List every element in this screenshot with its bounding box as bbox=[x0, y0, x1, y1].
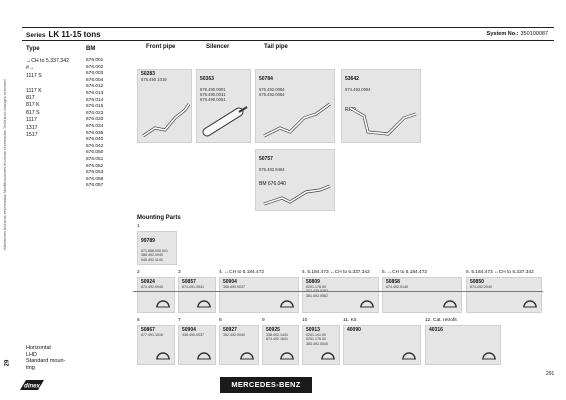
header-bottom-rule bbox=[22, 40, 554, 41]
bm-list bbox=[86, 58, 103, 190]
type-item: 1517 bbox=[26, 132, 38, 139]
mounting-bottom-rule bbox=[133, 291, 543, 292]
part-reference: 0201.178.00 307.430.0382 361.492.0562 bbox=[306, 285, 328, 298]
part-number: 99789 bbox=[141, 238, 155, 244]
slot-label: 10 bbox=[302, 318, 308, 323]
mounting-card[interactable] bbox=[262, 325, 299, 365]
clamp-drawing bbox=[155, 298, 171, 310]
mounting-card[interactable] bbox=[219, 325, 259, 365]
mounting-card[interactable] bbox=[137, 277, 175, 313]
part-number: 50913 bbox=[306, 327, 320, 333]
mounting-card[interactable] bbox=[302, 325, 340, 365]
slot-label: 4. ↔CH to 5.184.472 bbox=[219, 270, 265, 275]
silencer-header: Silencer bbox=[206, 44, 230, 50]
part-number: 50757 bbox=[259, 156, 273, 162]
type-item: 817 S bbox=[26, 109, 40, 116]
vehicle-description bbox=[26, 345, 65, 371]
description-line: LHD bbox=[26, 351, 38, 358]
part-reference: 0201.141.00 0201.176.00 383.492.0540 bbox=[306, 333, 328, 346]
part-card-tail-pipe[interactable] bbox=[255, 69, 335, 143]
part-reference: 674.492.0084 bbox=[345, 87, 371, 92]
part-reference: 677.491.1516 bbox=[141, 333, 163, 337]
bm-item: 676.040 bbox=[86, 137, 104, 143]
part-number: 50925 bbox=[266, 327, 280, 333]
type-item: ↔CH to 5.337.342 bbox=[26, 58, 69, 64]
slot-label: 11. Kit bbox=[343, 318, 357, 323]
bm-item: 676.013 bbox=[86, 90, 104, 96]
front-pipe-drawing bbox=[141, 100, 191, 140]
mounting-card[interactable] bbox=[178, 277, 216, 313]
part-number: 50857 bbox=[182, 279, 196, 285]
part-number: 50858 bbox=[386, 279, 400, 285]
type-item: 1117 bbox=[26, 117, 37, 124]
bm-item: 676.002 bbox=[86, 64, 104, 70]
clamp-drawing bbox=[320, 350, 336, 362]
bm-item: 676.034 bbox=[86, 123, 104, 129]
part-reference: 352.492.0040 bbox=[223, 333, 245, 337]
part-note: BM 676.040 bbox=[259, 181, 286, 187]
front-pipe-header: Front pipe bbox=[146, 44, 176, 50]
side-page-number: 29 bbox=[4, 359, 11, 367]
mounting-card[interactable] bbox=[343, 325, 421, 365]
bm-item: 676.056 bbox=[86, 176, 104, 182]
bm-item: 676.050 bbox=[86, 150, 104, 156]
slot-label: 1 bbox=[137, 224, 140, 229]
clamp-drawing bbox=[155, 350, 171, 362]
system-number bbox=[487, 31, 548, 37]
brand-label: MERCEDES-BENZ bbox=[220, 377, 312, 393]
clamp-drawing bbox=[522, 298, 538, 310]
part-reference: 338.490.0037 bbox=[182, 333, 204, 337]
part-note: RHD bbox=[345, 107, 356, 113]
description-line: Standard moun- bbox=[26, 358, 66, 364]
part-number: 50850 bbox=[470, 279, 484, 285]
type-item: 817 K bbox=[26, 102, 40, 109]
part-number: 50904 bbox=[223, 279, 237, 285]
clamp-drawing bbox=[442, 298, 458, 310]
description-line: ting bbox=[26, 364, 35, 371]
svg-text:dinex: dinex bbox=[24, 383, 40, 390]
type-item bbox=[26, 80, 69, 87]
clamp-drawing bbox=[239, 350, 255, 362]
clamp-drawing bbox=[481, 350, 497, 362]
part-number: 50904 bbox=[182, 327, 196, 333]
part-reference: 676.490.0001 676.490.0031 676.490.0051 bbox=[200, 87, 226, 102]
slot-label: 2 bbox=[137, 270, 140, 275]
part-number: 53642 bbox=[345, 76, 359, 82]
mounting-card[interactable] bbox=[302, 277, 379, 313]
part-card-rhd-tail-pipe[interactable] bbox=[341, 69, 421, 143]
bm-column-header: BM bbox=[86, 46, 96, 52]
mounting-card[interactable] bbox=[382, 277, 462, 313]
part-number: 50363 bbox=[200, 76, 214, 82]
part-number: 50784 bbox=[259, 76, 273, 82]
part-reference: 676.492.0084 676.492.0084 bbox=[259, 87, 285, 97]
series-title bbox=[26, 30, 101, 39]
part-reference: 674.492.2040 bbox=[470, 285, 492, 289]
part-number: 50867 bbox=[141, 327, 155, 333]
dinex-logo bbox=[18, 378, 46, 392]
slot-label: 5. ↔CH to 5.184.472 bbox=[382, 270, 428, 275]
series-label: Series bbox=[26, 32, 46, 39]
part-card-silencer[interactable] bbox=[196, 69, 251, 143]
slot-label: 8 bbox=[219, 318, 222, 323]
clamp-drawing bbox=[196, 350, 212, 362]
mounting-card[interactable] bbox=[137, 325, 175, 365]
type-list bbox=[26, 58, 69, 139]
system-label: System No.: bbox=[486, 31, 519, 37]
clamp-drawing bbox=[196, 298, 212, 310]
mounting-card[interactable] bbox=[425, 325, 501, 365]
system-value: 350100087 bbox=[520, 31, 548, 37]
header-top-rule bbox=[22, 27, 554, 28]
bm-item: 676.033 bbox=[86, 117, 104, 123]
tail-pipe-header: Tail pipe bbox=[264, 44, 288, 50]
part-number: 50927 bbox=[223, 327, 237, 333]
bm-item: 676.015 bbox=[86, 104, 104, 110]
margin-notice: Alteracoes tecnicas reservadas Modificaciones tecnicas reservadas Technical changes reserved bbox=[2, 79, 7, 250]
clamp-drawing bbox=[279, 298, 295, 310]
rhd-pipe-drawing bbox=[348, 104, 418, 140]
bm-item: 676.014 bbox=[86, 97, 104, 103]
bm-item: 676.057 bbox=[86, 183, 104, 189]
slot-label: 4. 5.184.473 ↔CH to 5.337.342 bbox=[302, 270, 370, 275]
slot-label: 9 bbox=[262, 318, 265, 323]
bm-item: 676.012 bbox=[86, 84, 104, 90]
clamp-drawing bbox=[401, 350, 417, 362]
slot-label: 6 bbox=[137, 318, 140, 323]
bm-item: 676.052 bbox=[86, 163, 104, 169]
bm-item: 676.001 bbox=[86, 58, 104, 63]
slot-label: 12. Cat. retrofit bbox=[425, 318, 457, 323]
part-card-front-pipe[interactable] bbox=[137, 69, 192, 143]
type-column-header: Type bbox=[26, 46, 40, 52]
mounting-card[interactable] bbox=[219, 277, 299, 313]
type-item: #→ bbox=[26, 65, 35, 72]
page-number: 291 bbox=[546, 371, 555, 377]
part-card-tail-pipe-bm676040[interactable] bbox=[255, 149, 335, 211]
part-number: 50924 bbox=[141, 279, 155, 285]
clamp-drawing bbox=[359, 298, 375, 310]
part-reference: 674.492.0940 bbox=[141, 285, 163, 289]
part-reference: 676.490.1019 bbox=[141, 77, 167, 82]
type-item: 1117 K bbox=[26, 87, 42, 94]
part-reference: 355.490.0037 bbox=[223, 285, 245, 289]
part-reference: 338.492.1441 674.492.1641 bbox=[266, 333, 288, 342]
clamp-drawing bbox=[279, 350, 295, 362]
part-number: 50283 bbox=[141, 71, 155, 77]
bm-item: 676.035 bbox=[86, 130, 104, 136]
type-item: 1317 bbox=[26, 124, 38, 131]
mounting-card[interactable] bbox=[178, 325, 216, 365]
bm-item: 676.004 bbox=[86, 77, 104, 83]
part-reference: 674.491.0941 bbox=[182, 285, 204, 289]
type-item: 817 bbox=[26, 95, 35, 102]
part-reference: 674.492.0140 bbox=[386, 285, 408, 289]
part-number: 40316 bbox=[429, 327, 443, 333]
description-line: Horizontal bbox=[26, 345, 51, 351]
tail-pipe-drawing bbox=[260, 98, 332, 142]
type-item: 1117 S bbox=[26, 72, 42, 79]
mounting-parts-header: Mounting Parts bbox=[137, 215, 181, 221]
part-number: 50809 bbox=[306, 279, 320, 285]
silencer-drawing bbox=[201, 102, 249, 138]
slot-label: 5. 5.184.473 ↔CH to 5.337.342 bbox=[466, 270, 534, 275]
bm-item: 676.042 bbox=[86, 143, 104, 149]
series-value: LK 11-15 tons bbox=[48, 30, 101, 39]
part-number: 40090 bbox=[347, 327, 361, 333]
mounting-card-1[interactable] bbox=[137, 231, 177, 265]
bm-item: 676.023 bbox=[86, 110, 104, 116]
mounting-card[interactable] bbox=[466, 277, 542, 313]
slot-label: 3 bbox=[178, 270, 181, 275]
slot-label: 7 bbox=[178, 318, 181, 323]
bm-item: 676.053 bbox=[86, 170, 104, 176]
bm-item: 676.051 bbox=[86, 156, 104, 162]
bm-item: 676.003 bbox=[86, 71, 104, 77]
part-reference: 676.492.8484 bbox=[259, 167, 285, 172]
part-reference: 071.658.000.001 386.492.0940 645.492.1140 bbox=[141, 249, 168, 262]
